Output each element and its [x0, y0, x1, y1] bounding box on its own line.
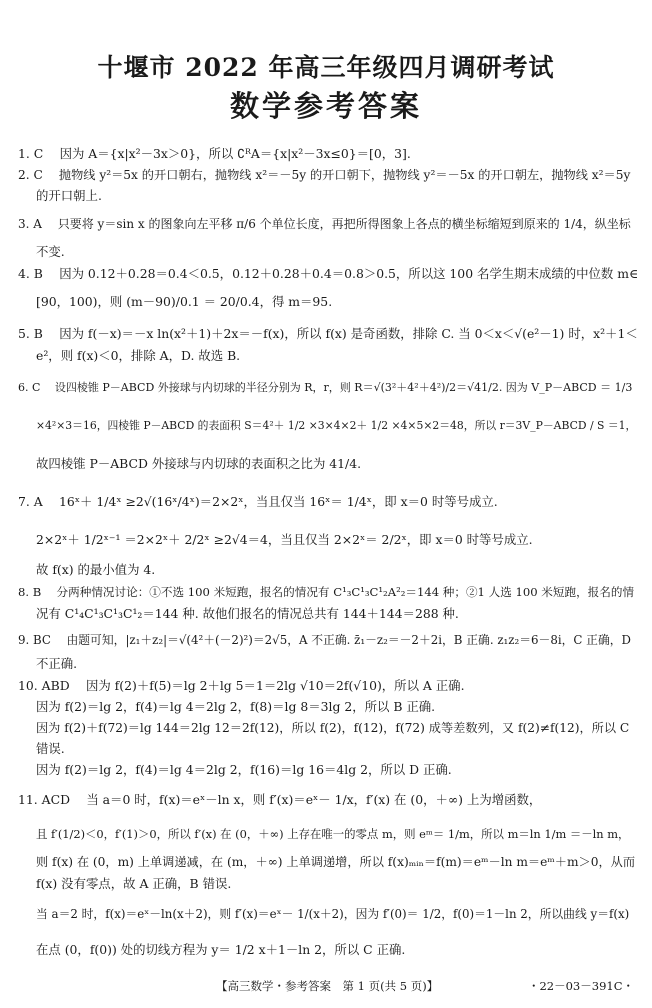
footer-code: ・22－03－391C・ — [527, 979, 634, 993]
answer-line: 的开口朝上. — [36, 188, 102, 203]
answer-line: 因为 f(2)＝lg 2，f(4)＝lg 4＝2lg 2，f(16)＝lg 16＝4lg 2，所以 D 正确. — [36, 762, 452, 777]
answer-line: 因为 f(2)＝lg 2，f(4)＝lg 4＝2lg 2，f(8)＝lg 8＝3lg 2，所以 B 正确. — [36, 699, 436, 714]
answer-line: 1. C 因为 A＝{x|x²－3x＞0}，所以 ∁ᴿA＝{x|x²－3x≤0}＝[0，3]. — [18, 146, 411, 161]
answer-line: e²，则 f(x)＜0，排除 A，D. 故选 B. — [36, 348, 241, 363]
answer-line: 当 a＝2 时，f(x)＝eˣ－ln(x＋2)，则 f′(x)＝eˣ－ 1/(x＋2)，因为 f′(0)＝ 1/2，f(0)＝1－ln 2，所以曲线 y＝f(x) — [36, 907, 630, 921]
answer-line: 在点 (0，f(0)) 处的切线方程为 y＝ 1/2 x＋1－ln 2，所以 C 正确. — [36, 942, 406, 957]
answer-line: [90，100)，则 (m－90)/0.1 ＝ 20/0.4，得 m＝95. — [36, 294, 333, 309]
page-subtitle: 数学参考答案 — [229, 89, 422, 123]
answer-line: f(x) 没有零点，故 A 正确，B 错误. — [36, 876, 232, 891]
answer-line: 6. C 设四棱锥 P－ABCD 外接球与内切球的半径分别为 R，r，则 R＝√(3²＋4²＋4²)/2＝√41/2. 因为 V_P－ABCD ＝ 1/3 — [18, 381, 633, 394]
answer-line: 不正确. — [36, 656, 78, 671]
footer-page-label: 【高三数学・参考答案 第 1 页(共 5 页)】 — [216, 979, 439, 993]
answer-line: 2. C 抛物线 y²＝5x 的开口朝右，抛物线 x²＝－5y 的开口朝下，抛物线 y²＝－5x 的开口朝左，抛物线 x²＝5y — [18, 168, 631, 182]
answer-line: 则 f(x) 在 (0，m) 上单调递减，在 (m，＋∞) 上单调递增，所以 f(x)ₘᵢₙ＝f(m)＝eᵐ－ln m＝eᵐ＋m＞0，从而 — [36, 855, 636, 869]
answer-line: 故 f(x) 的最小值为 4. — [36, 562, 156, 577]
answer-line: 况有 C¹₄C¹₃C¹₃C¹₂＝144 种. 故他们报名的情况总共有 144＋144＝288 种. — [36, 606, 459, 621]
page-title: 十堰市 2022 年高三年级四月调研考试 — [97, 53, 555, 82]
answer-line: 不变. — [36, 244, 65, 259]
answer-line: 10. ABD 因为 f(2)＋f(5)＝lg 2＋lg 5＝1＝2lg √10＝2f(√10)，所以 A 正确. — [18, 678, 465, 693]
answer-line: 3. A 只要将 y＝sin x 的图象向左平移 π/6 个单位长度，再把所得图象上各点的横坐标缩短到原来的 1/4，纵坐标 — [18, 217, 631, 231]
answer-line: 因为 f(2)＋f(72)＝lg 144＝2lg 12＝2f(12)，所以 f(2)，f(12)，f(72) 成等差数列，又 f(2)≠f(12)，所以 C — [36, 721, 630, 735]
answer-line: 错误. — [36, 741, 65, 756]
answer-line: 8. B 分两种情况讨论：①不选 100 米短跑，报名的情况有 C¹₃C¹₃C¹₂A²₂＝144 种；②1 人选 100 米短跑，报名的情 — [18, 585, 635, 599]
answer-line: 9. BC 由题可知，|z₁＋z₂|＝√(4²＋(－2)²)＝2√5，A 不正确. z̄₁－z₂＝－2＋2i，B 正确. z₁z₂＝6－8i，C 正确，D — [18, 633, 632, 647]
answer-line: 11. ACD 当 a＝0 时，f(x)＝eˣ－ln x，则 f′(x)＝eˣ－ 1/x，f′(x) 在 (0，＋∞) 上为增函数， — [18, 792, 542, 807]
answer-line: 故四棱锥 P－ABCD 外接球与内切球的表面积之比为 41/4. — [36, 456, 362, 471]
answer-line: ×4²×3＝16，四棱锥 P－ABCD 的表面积 S＝4²＋ 1/2 ×3×4×2＋ 1/2 ×4×5×2＝48，所以 r＝3V_P－ABCD / S ＝1， — [36, 419, 637, 432]
answer-line: 4. B 因为 0.12＋0.28＝0.4＜0.5，0.12＋0.28＋0.4＝0.8＞0.5，所以这 100 名学生期末成绩的中位数 m∈ — [18, 266, 639, 281]
answer-line: 5. B 因为 f(－x)＝－x ln(x²＋1)＋2x＝－f(x)，所以 f(x) 是奇函数，排除 C. 当 0＜x＜√(e²－1) 时，x²＋1＜ — [18, 326, 638, 341]
answer-line: 7. A 16ˣ＋ 1/4ˣ ≥2√(16ˣ/4ˣ)＝2×2ˣ，当且仅当 16ˣ＝ 1/4ˣ，即 x＝0 时等号成立. — [18, 494, 498, 509]
answer-line: 2×2ˣ＋ 1/2ˣ⁻¹ ＝2×2ˣ＋ 2/2ˣ ≥2√4＝4，当且仅当 2×2ˣ＝ 2/2ˣ，即 x＝0 时等号成立. — [36, 532, 533, 547]
answer-line: 且 f′(1/2)＜0，f′(1)＞0，所以 f′(x) 在 (0，＋∞) 上存在唯一的零点 m，则 eᵐ＝ 1/m，所以 m＝ln 1/m ＝－ln m， — [36, 827, 630, 841]
